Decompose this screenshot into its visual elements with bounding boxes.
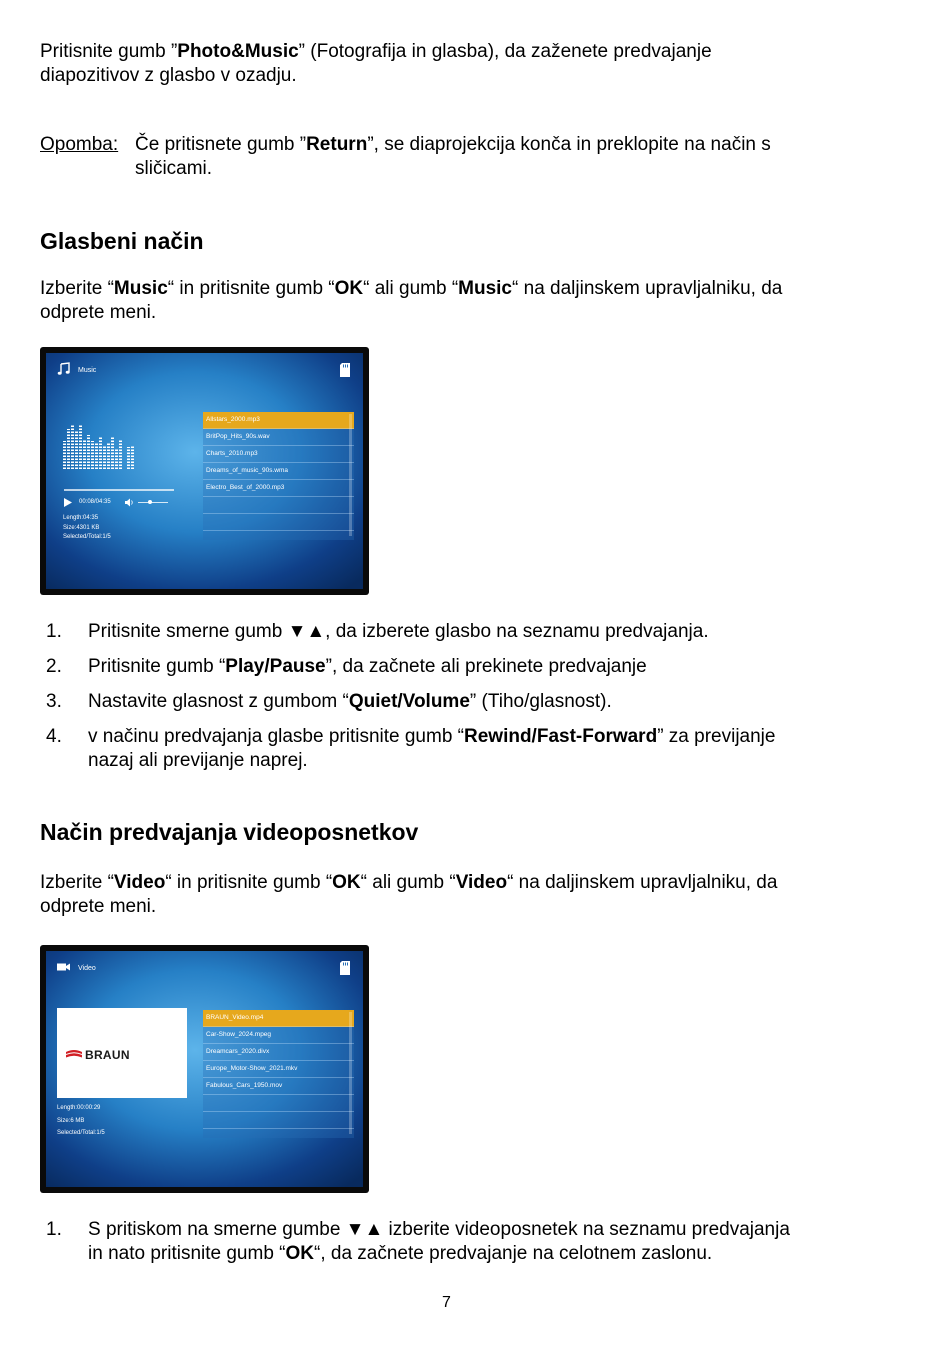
music-note-icon [57,362,71,376]
track-info: Length:04:35 Size:4301 KB Selected/Total:1/5 [63,515,111,540]
playlist-item[interactable]: Electro_Best_of_2000.mp3 [203,480,354,497]
playlist-item[interactable]: Dreamcars_2020.divx [203,1044,354,1061]
braun-logo-icon [65,1049,83,1059]
music-step-4-number: 4. [46,726,62,747]
music-step-1-number: 1. [46,621,62,642]
note-text: Če pritisnete gumb ”Return”, se diaprojekcija konča in preklopite na način s sličicami. [135,134,771,179]
video-camera-icon [57,960,71,974]
video-screen [40,945,369,1193]
intro-paragraph: Pritisnite gumb ”Photo&Music” (Fotografija in glasba), da zaženete predvajanje diapozitivov z glasbo v ozadju. [40,41,712,86]
braun-logo-text: BRAUN [85,1048,130,1062]
video-step-1: S pritiskom na smerne gumbe ▼▲ izberite videoposnetek na seznamu predvajanja in nato pritisnite gumb “OK“, da začnete predvajanje na celotnem zaslonu. [88,1219,790,1264]
music-step-3: Nastavite glasnost z gumbom “Quiet/Volume” (Tiho/glasnost). [88,691,612,712]
video-info: Length:00:00:29 Size:6 MB Selected/Total:1/5 [57,1105,105,1136]
playlist-item[interactable]: Charts_2010.mp3 [203,446,354,463]
equalizer [63,413,143,469]
playlist-item[interactable]: Dreams_of_music_90s.wma [203,463,354,480]
playlist-item[interactable]: Allstars_2000.mp3 [203,412,354,429]
music-heading: Glasbeni način [40,228,204,254]
screen-title: Video [78,965,96,972]
video-intro-paragraph: Izberite “Video“ in pritisnite gumb “OK“ ali gumb “Video“ na daljinskem upravljalniku, da odprete meni. [40,872,778,917]
note-label: Opomba: [40,134,119,155]
playlist-item[interactable]: BritPop_Hits_90s.wav [203,429,354,446]
playlist-item[interactable]: BRAUN_Video.mp4 [203,1010,354,1027]
playlist-item[interactable]: Europe_Motor-Show_2021.mkv [203,1061,354,1078]
music-screen [40,347,369,595]
volume-icon[interactable] [125,498,135,507]
screen-title: Music [78,367,97,374]
music-step-3-number: 3. [46,691,62,712]
music-step-2: Pritisnite gumb “Play/Pause”, da začnete ali prekinete predvajanje [88,656,647,677]
volume-slider[interactable] [138,502,168,503]
playlist-scrollbar[interactable] [349,414,352,536]
playlist-scrollbar[interactable] [349,1012,352,1134]
play-icon[interactable] [64,498,72,507]
music-step-1: Pritisnite smerne gumb ▼▲, da izberete glasbo na seznamu predvajanja. [88,621,709,642]
volume-knob[interactable] [148,500,152,504]
video-thumbnail[interactable] [57,1008,187,1098]
video-heading: Način predvajanja videoposnetkov [40,819,419,845]
progress-bar[interactable] [64,489,174,491]
time-display: 00:08/04:35 [79,499,111,505]
music-intro-paragraph: Izberite “Music“ in pritisnite gumb “OK“ ali gumb “Music“ na daljinskem upravljalniku, da odprete meni. [40,278,783,323]
playlist-item[interactable]: Car-Show_2024.mpeg [203,1027,354,1044]
video-playlist [203,1010,354,1138]
music-playlist [203,412,354,540]
sd-card-icon [340,961,350,975]
playlist-item[interactable]: Fabulous_Cars_1950.mov [203,1078,354,1095]
sd-card-icon [340,363,350,377]
music-step-4: v načinu predvajanja glasbe pritisnite gumb “Rewind/Fast-Forward” za previjanje nazaj ali previjanje naprej. [88,726,776,771]
music-step-2-number: 2. [46,656,62,677]
video-step-1-number: 1. [46,1219,62,1240]
page-number: 7 [442,1294,451,1311]
